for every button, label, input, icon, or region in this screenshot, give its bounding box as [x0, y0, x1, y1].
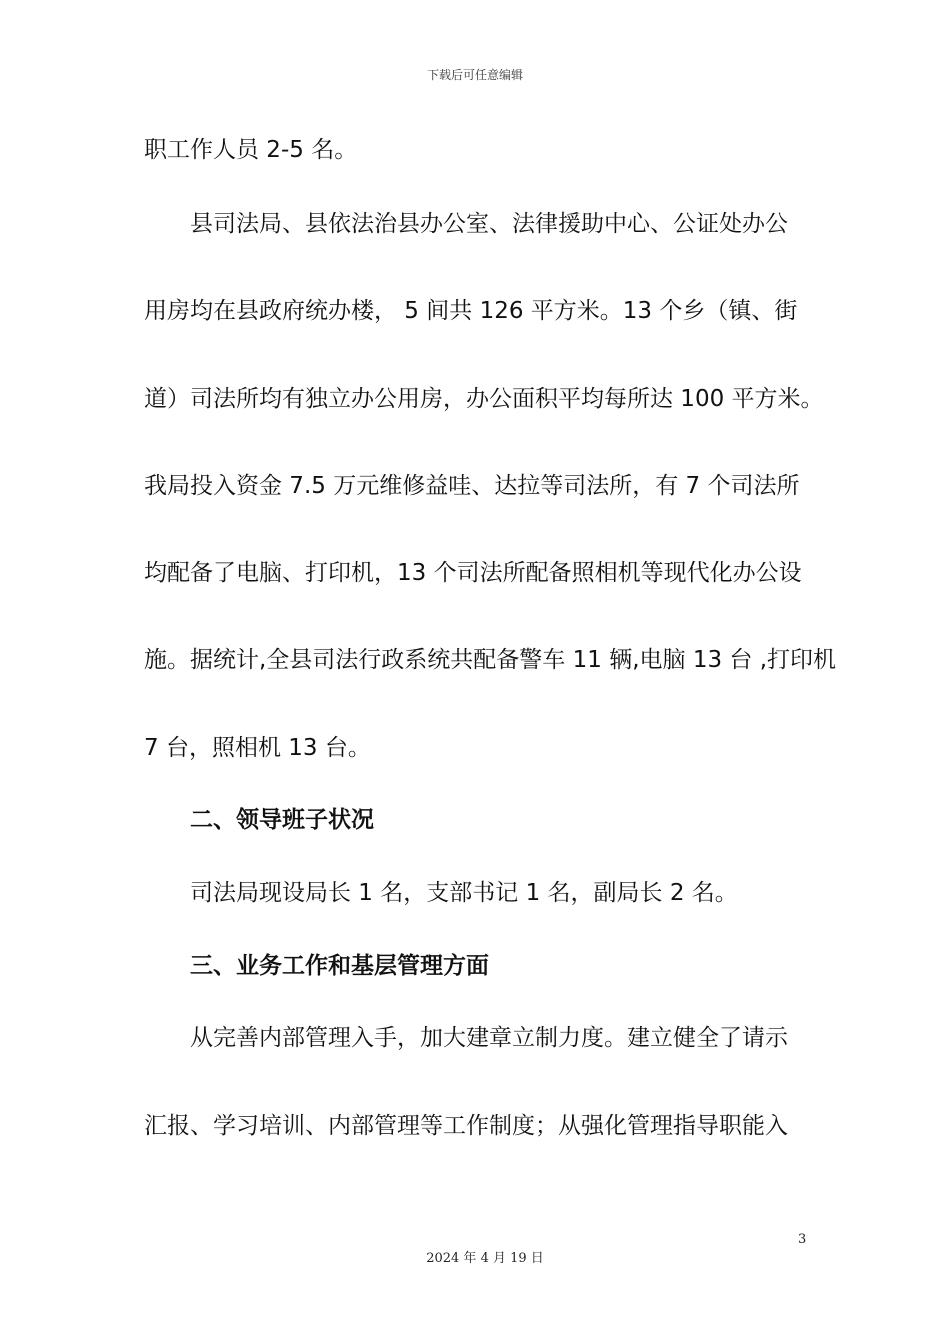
page-header: 下载后可任意编辑 — [426, 68, 523, 82]
body-line: 职工作人员 2-5 名。 — [144, 137, 358, 163]
section-heading: 二、领导班子状况 — [190, 807, 374, 833]
body-line: 7 台，照相机 13 台。 — [144, 735, 371, 761]
section-heading: 三、业务工作和基层管理方面 — [190, 953, 489, 979]
page-number: 3 — [798, 1232, 807, 1247]
body-line: 从完善内部管理入手，加大建章立制力度。建立健全了请示 — [190, 1025, 788, 1051]
body-line: 道）司法所均有独立办公用房，办公面积平均每所达 100 平方米。 — [144, 386, 824, 412]
body-line: 县司法局、县依法治县办公室、法律援助中心、公证处办公 — [190, 211, 788, 237]
body-line: 施。据统计,全县司法行政系统共配备警车 11 辆,电脑 13 台 ,打印机 — [144, 647, 837, 673]
body-line: 我局投入资金 7.5 万元维修益哇、达拉等司法所，有 7 个司法所 — [144, 473, 800, 499]
body-line: 用房均在县政府统办楼， 5 间共 126 平方米。13 个乡（镇、街 — [144, 298, 798, 324]
body-line: 司法局现设局长 1 名，支部书记 1 名，副局长 2 名。 — [190, 880, 738, 906]
body-line: 汇报、学习培训、内部管理等工作制度；从强化管理指导职能入 — [144, 1113, 788, 1139]
page-footer-date: 2024 年 4 月 19 日 — [426, 1251, 544, 1266]
body-line: 均配备了电脑、打印机，13 个司法所配备照相机等现代化办公设 — [144, 560, 802, 586]
